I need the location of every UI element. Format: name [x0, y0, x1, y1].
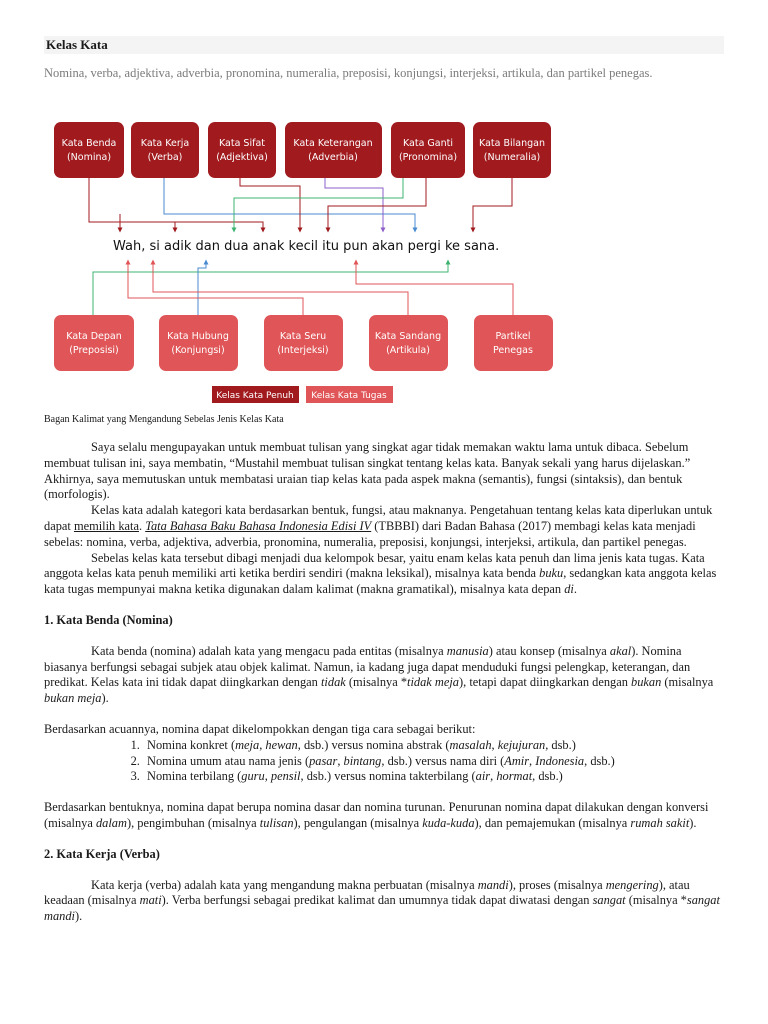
list-nomina-acuan	[44, 738, 724, 785]
top-box-adjektiva	[208, 122, 276, 178]
svg-text:(Adverbia): (Adverbia)	[308, 152, 358, 163]
italic-term: kejujuran	[497, 737, 546, 752]
svg-text:(Konjungsi): (Konjungsi)	[171, 345, 225, 356]
svg-text:(Pronomina): (Pronomina)	[398, 152, 458, 163]
bottom-box-konjungsi	[159, 315, 238, 371]
svg-text:Kata Benda: Kata Benda	[61, 138, 117, 149]
svg-text:Kata Hubung: Kata Hubung	[167, 331, 229, 342]
svg-text:(Interjeksi): (Interjeksi)	[277, 345, 329, 356]
word-class-diagram	[0, 100, 768, 410]
svg-text:Kata Sandang: Kata Sandang	[374, 331, 442, 342]
svg-text:Kata Depan: Kata Depan	[66, 331, 122, 342]
italic-term: Amir	[504, 753, 530, 768]
connector-artikula	[153, 262, 408, 315]
top-box-pronomina	[391, 122, 465, 178]
connector-numeralia	[473, 178, 512, 230]
bottom-box-partikel	[474, 315, 553, 371]
svg-text:Partikel: Partikel	[495, 331, 531, 342]
connector-konjungsi	[198, 262, 206, 315]
svg-text:(Adjektiva): (Adjektiva)	[216, 152, 268, 163]
paragraph-verba-definition: Kata kerja (verba) adalah kata yang mengandung makna perbuatan (misalnya mandi), proses (misalnya mengering), atau keadaan (misalnya mati). Verba berfungsi sebagai predikat kalimat dan umumnya tidak dapat diwatasi dengan sangat (misalnya *sangat mandi).	[44, 877, 720, 924]
italic-term: tidak meja	[407, 675, 459, 690]
top-box-adverbia	[285, 122, 382, 178]
subtitle: Nomina, verba, adjektiva, adverbia, pronomina, numeralia, preposisi, konjungsi, interjeksi, artikula, dan partikel penegas.	[44, 66, 653, 80]
heading-nomina: 1. Kata Benda (Nomina)	[44, 612, 173, 627]
svg-text:Kata Keterangan: Kata Keterangan	[293, 138, 373, 149]
list-item: 1. Nomina konkret (meja, hewan, dsb.) versus nomina abstrak (masalah, kejujuran, dsb.)	[143, 738, 724, 754]
paragraph-definition: Kelas kata adalah kategori kata berdasarkan bentuk, fungsi, atau maknanya. Pengetahuan tentang kelas kata diperlukan untuk dapat memilih kata. Tata Bahasa Baku Bahasa Indonesia Edisi IV (TBBBI) dari Badan Bahasa (2017) membagi kelas kata menjadi sebelas: nomina, verba, adjektiva, adverbia, pronomina, numeralia, preposisi, konjungsi, interjeksi, artikula, dan partikel penegas.	[44, 503, 713, 549]
italic-term: bukan meja	[44, 691, 102, 706]
italic-term: sangat mandi	[44, 893, 720, 924]
italic-term: sangat	[592, 893, 626, 908]
italic-term: pasar	[309, 753, 338, 768]
connector-adverbia	[325, 178, 383, 230]
bottom-box-artikula	[369, 315, 448, 371]
top-box-numeralia	[473, 122, 551, 178]
italic-term: rumah sakit	[630, 815, 690, 830]
italic-term: dalam	[95, 815, 127, 830]
title-bar	[44, 36, 724, 54]
article-body	[44, 440, 724, 925]
bottom-box-preposisi	[54, 315, 134, 371]
paragraph-nomina-definition: Kata benda (nomina) adalah kata yang mengacu pada entitas (misalnya manusia) atau konsep (misalnya akal). Nomina biasanya berfungsi sebagai subjek atau objek kalimat. Namun, ia kadang juga dapat menduduki fungsi pelengkap, keterangan, dan predikat. Kelas kata ini tidak dapat diingkarkan dengan tidak (misalnya *tidak meja), tetapi dapat diingkarkan dengan bukan (misalnya bukan meja).	[44, 643, 714, 706]
svg-text:Kata Kerja: Kata Kerja	[140, 138, 190, 149]
italic-term: air	[475, 769, 491, 784]
legend-penuh	[212, 386, 299, 403]
svg-text:Penegas: Penegas	[493, 345, 533, 356]
svg-text:Kelas Kata Tugas: Kelas Kata Tugas	[311, 391, 387, 401]
italic-term: kuda-kuda	[422, 815, 475, 830]
connector-nomina	[89, 178, 263, 230]
connector-interjeksi	[128, 262, 303, 315]
italic-term: hewan	[265, 737, 298, 752]
svg-text:Kata Sifat: Kata Sifat	[218, 138, 266, 149]
italic-term: guru	[241, 769, 265, 784]
connector-preposisi	[93, 262, 448, 315]
legend-tugas	[306, 386, 393, 403]
italic-term: masalah	[449, 737, 492, 752]
svg-text:Kelas Kata Penuh: Kelas Kata Penuh	[216, 391, 294, 401]
italic-term: pensil	[270, 769, 301, 784]
diagram-caption: Bagan Kalimat yang Mengandung Sebelas Jenis Kelas Kata	[44, 414, 284, 425]
connector-penegas	[356, 262, 513, 315]
italic-term: tulisan	[259, 815, 294, 830]
svg-text:(Nomina): (Nomina)	[66, 152, 112, 163]
paragraph-nomina-acuan: Berdasarkan acuannya, nomina dapat dikelompokkan dengan tiga cara sebagai berikut:	[44, 721, 476, 736]
connector-pronomina	[328, 178, 426, 230]
italic-term: hormat	[496, 769, 533, 784]
link-tbbbi[interactable]: Tata Bahasa Baku Bahasa Indonesia Edisi IV	[145, 518, 372, 533]
italic-term: mati	[139, 893, 162, 908]
paragraph-groups: Sebelas kelas kata tersebut dibagi menjadi dua kelompok besar, yaitu enam kelas kata penuh dan lima jenis kata tugas. Kata anggota kelas kata penuh memiliki arti ketika berdiri sendiri (makna leksikal), misalnya kata benda buku, sedangkan kata anggota kelas kata tugas mempunyai makna ketika digunakan dalam kalimat (makna gramatikal), misalnya kata depan di.	[44, 550, 717, 597]
svg-text:(Preposisi): (Preposisi)	[69, 345, 119, 356]
italic-term: meja	[235, 737, 260, 752]
paragraph-nomina-bentuk: Berdasarkan bentuknya, nomina dapat berupa nomina dasar dan nomina turunan. Penurunan nomina dapat dilakukan dengan konversi (misalnya dalam), pengimbuhan (misalnya tulisan), pengulangan (misalnya kuda-kuda), dan pemajemukan (misalnya rumah sakit).	[44, 800, 709, 830]
italic-term: akal	[609, 643, 632, 658]
example-sentence: Wah, si adik dan dua anak kecil itu pun akan pergi ke sana.	[113, 239, 500, 254]
svg-text:Kata Seru: Kata Seru	[279, 331, 327, 342]
italic-term: tidak	[320, 675, 346, 690]
link-memilih-kata[interactable]: memilih kata	[73, 518, 139, 533]
italic-term: Indonesia	[535, 753, 585, 768]
italic-term: manusia	[446, 643, 489, 658]
italic-term: bintang	[343, 753, 382, 768]
svg-text:(Verba): (Verba)	[147, 152, 183, 163]
svg-text:(Numeralia): (Numeralia)	[483, 152, 541, 163]
list-item: 3. Nomina terbilang (guru, pensil, dsb.) versus nomina takterbilang (air, hormat, dsb.)	[143, 769, 724, 785]
top-box-verba	[131, 122, 199, 178]
italic-term: bukan	[631, 675, 662, 690]
list-item: 2. Nomina umum atau nama jenis (pasar, bintang, dsb.) versus nama diri (Amir, Indonesia, dsb.)	[143, 754, 724, 770]
bottom-box-interjeksi	[264, 315, 343, 371]
italic-term: mengering	[605, 877, 659, 892]
svg-text:(Artikula): (Artikula)	[386, 345, 430, 356]
paragraph-intro: Saya selalu mengupayakan untuk membuat tulisan yang singkat agar tidak memakan waktu lama untuk dibaca. Sebelum membuat tulisan ini, saya membatin, “Mustahil membuat tulisan singkat tentang kelas kata. Banyak sekali yang harus dijelaskan.” Akhirnya, saya memutuskan untuk membatasi uraian tiap kelas kata pada aspek makna (semantis), fungsi (sintaksis), dan bentuk (morfologis).	[44, 440, 691, 502]
italic-term: mandi	[477, 877, 509, 892]
svg-text:Kata Bilangan: Kata Bilangan	[479, 138, 545, 149]
heading-verba: 2. Kata Kerja (Verba)	[44, 846, 160, 861]
svg-text:Kata Ganti: Kata Ganti	[402, 138, 454, 149]
top-box-nomina	[54, 122, 124, 178]
page-title: Kelas Kata	[46, 37, 108, 52]
